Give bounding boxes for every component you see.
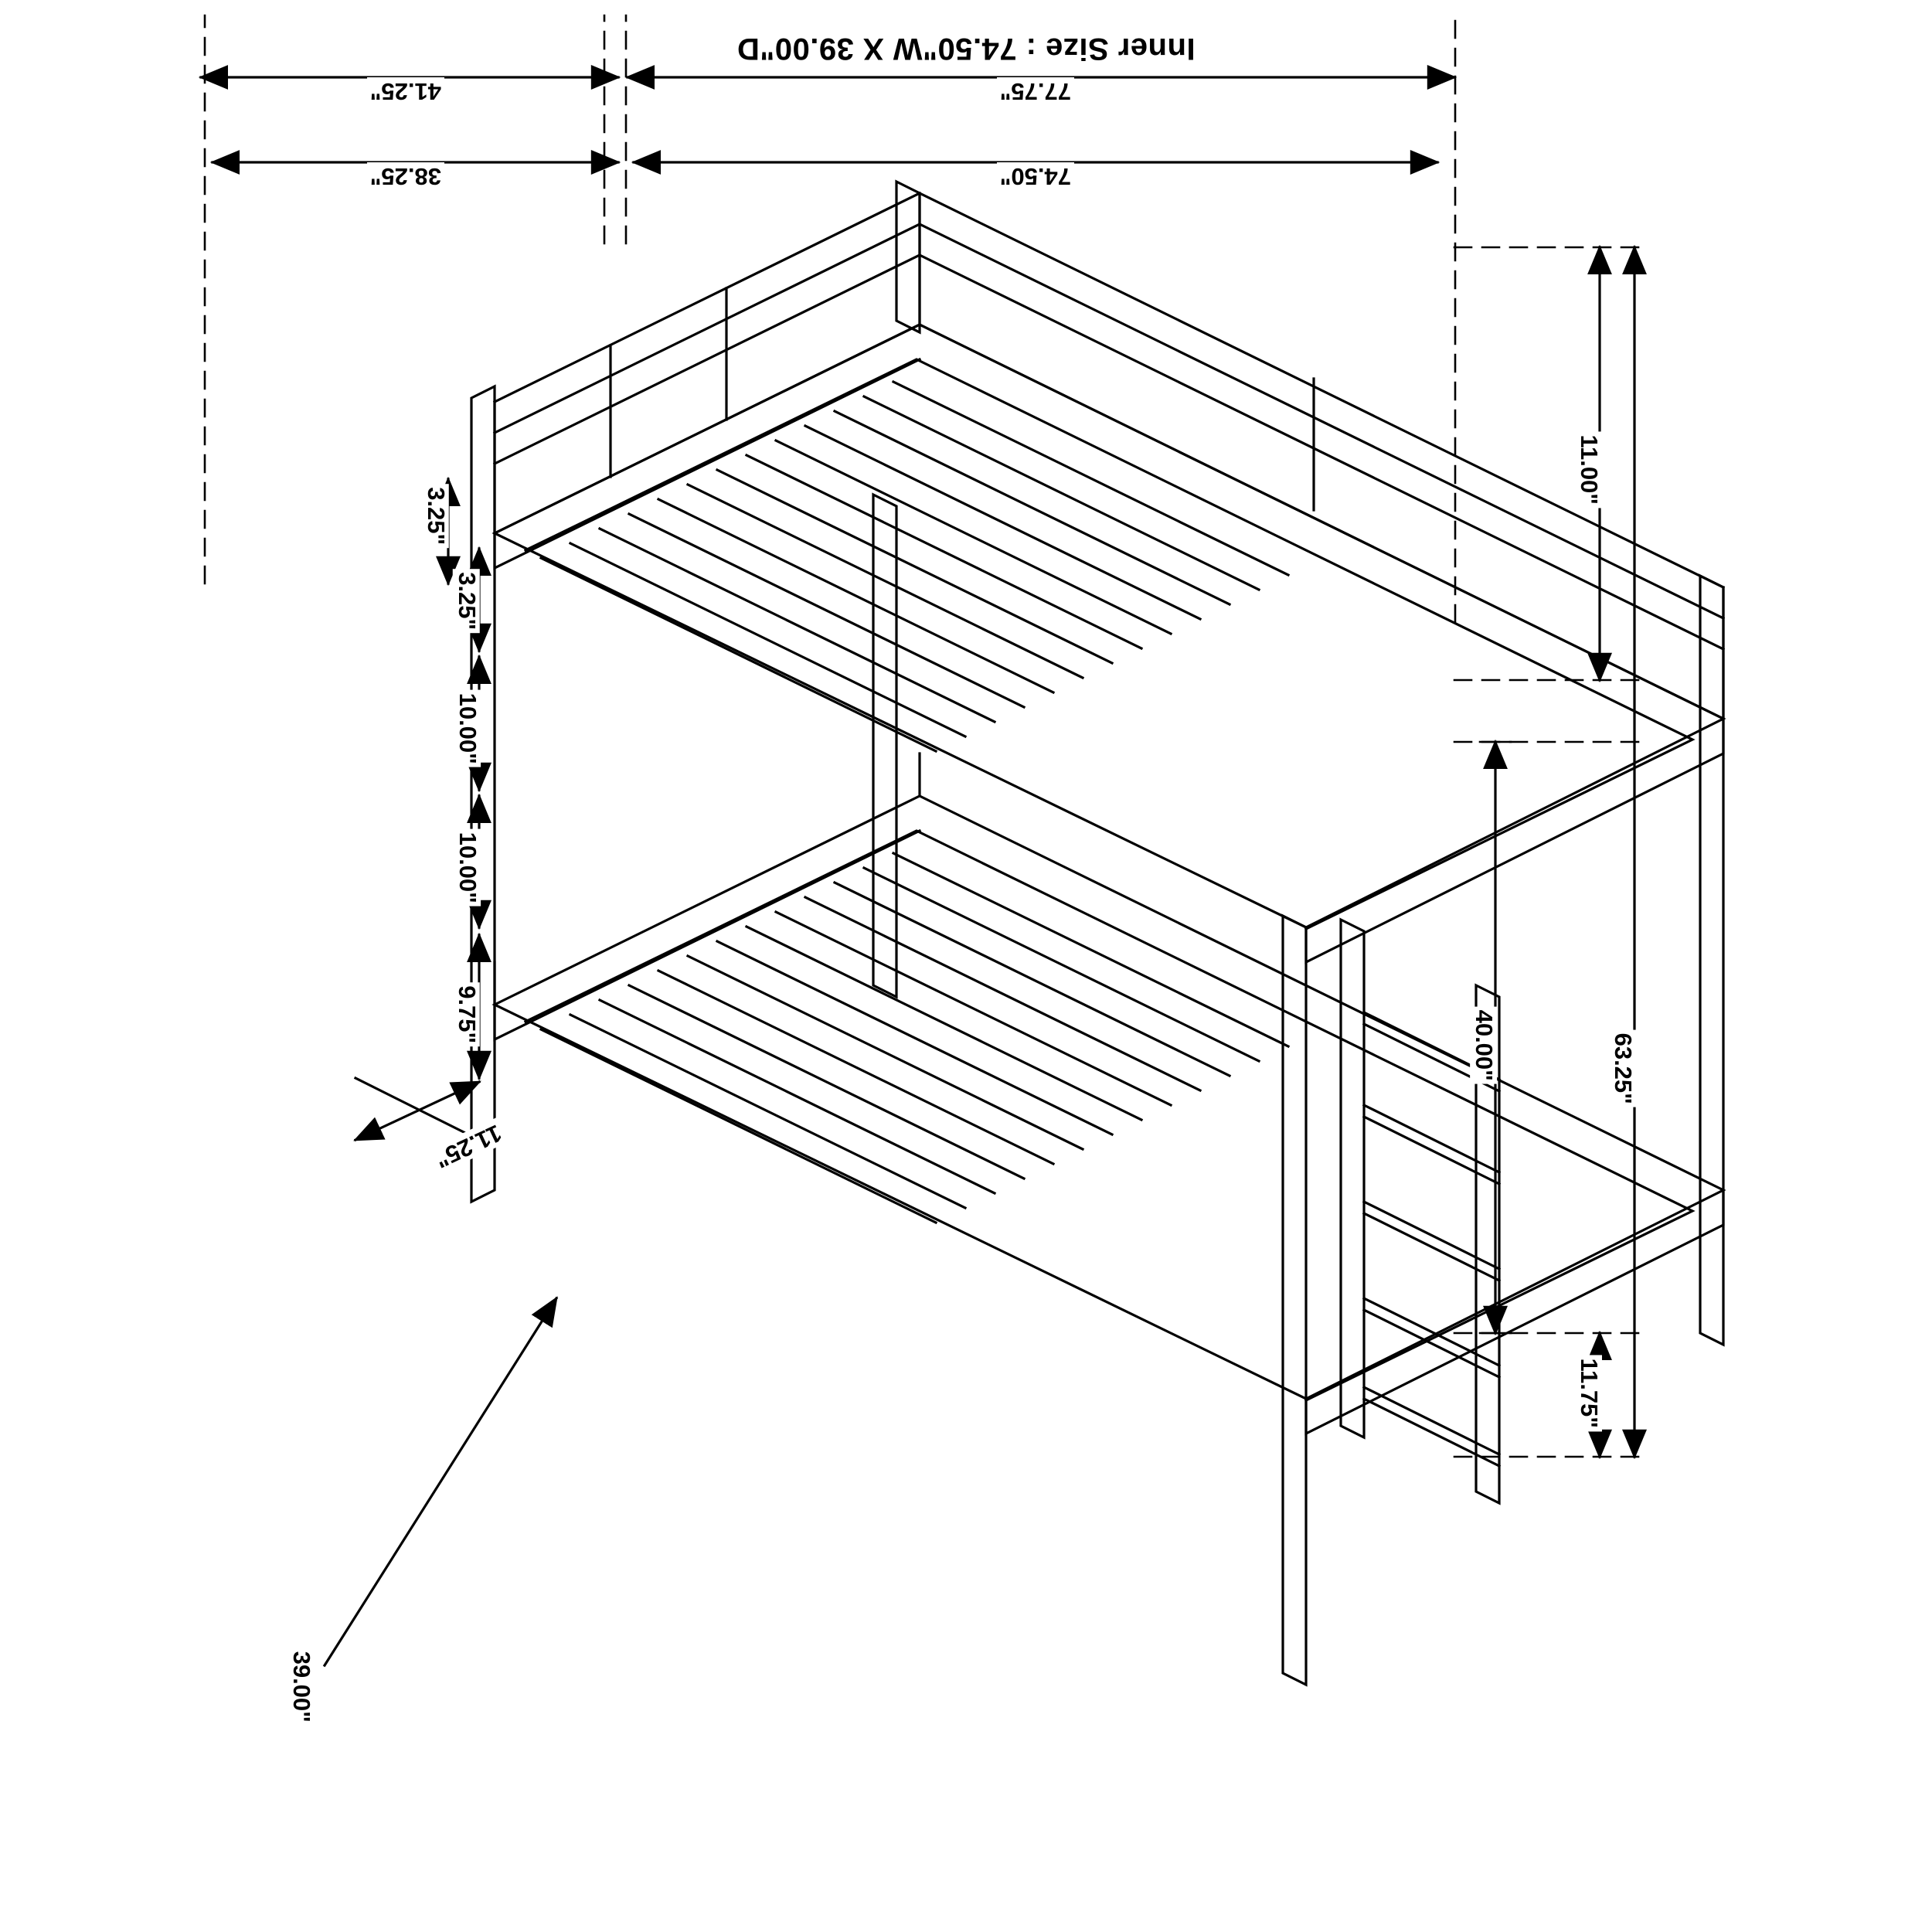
dim-label-77-75: 77.75" [997,77,1074,104]
page-title: Inner Size : 74.50"W X 39.00"D [736,32,1196,66]
dim-label-11-00: 11.00" [1575,431,1602,508]
dim-label-74-50: 74.50" [997,162,1074,189]
dim-label-39-00: 39.00" [288,1648,315,1726]
dim-label-10-00-a: 10.00" [454,829,481,906]
dim-label-10-00-b: 10.00" [454,690,481,767]
dim-label-40-00: 40.00" [1471,1007,1498,1084]
dim-label-11-75: 11.75" [1575,1355,1602,1431]
dim-label-11-25: 11.25" [428,1117,509,1174]
dim-label-9-75: 9.75" [453,982,480,1046]
dim-label-38-25: 38.25" [367,162,444,189]
dim-label-3-25-b: 3.25" [422,484,449,548]
dim-label-63-25: 63.25" [1610,1030,1637,1107]
dim-label-3-25-a: 3.25" [453,569,480,633]
dim-label-41-25: 41.25" [367,77,444,104]
